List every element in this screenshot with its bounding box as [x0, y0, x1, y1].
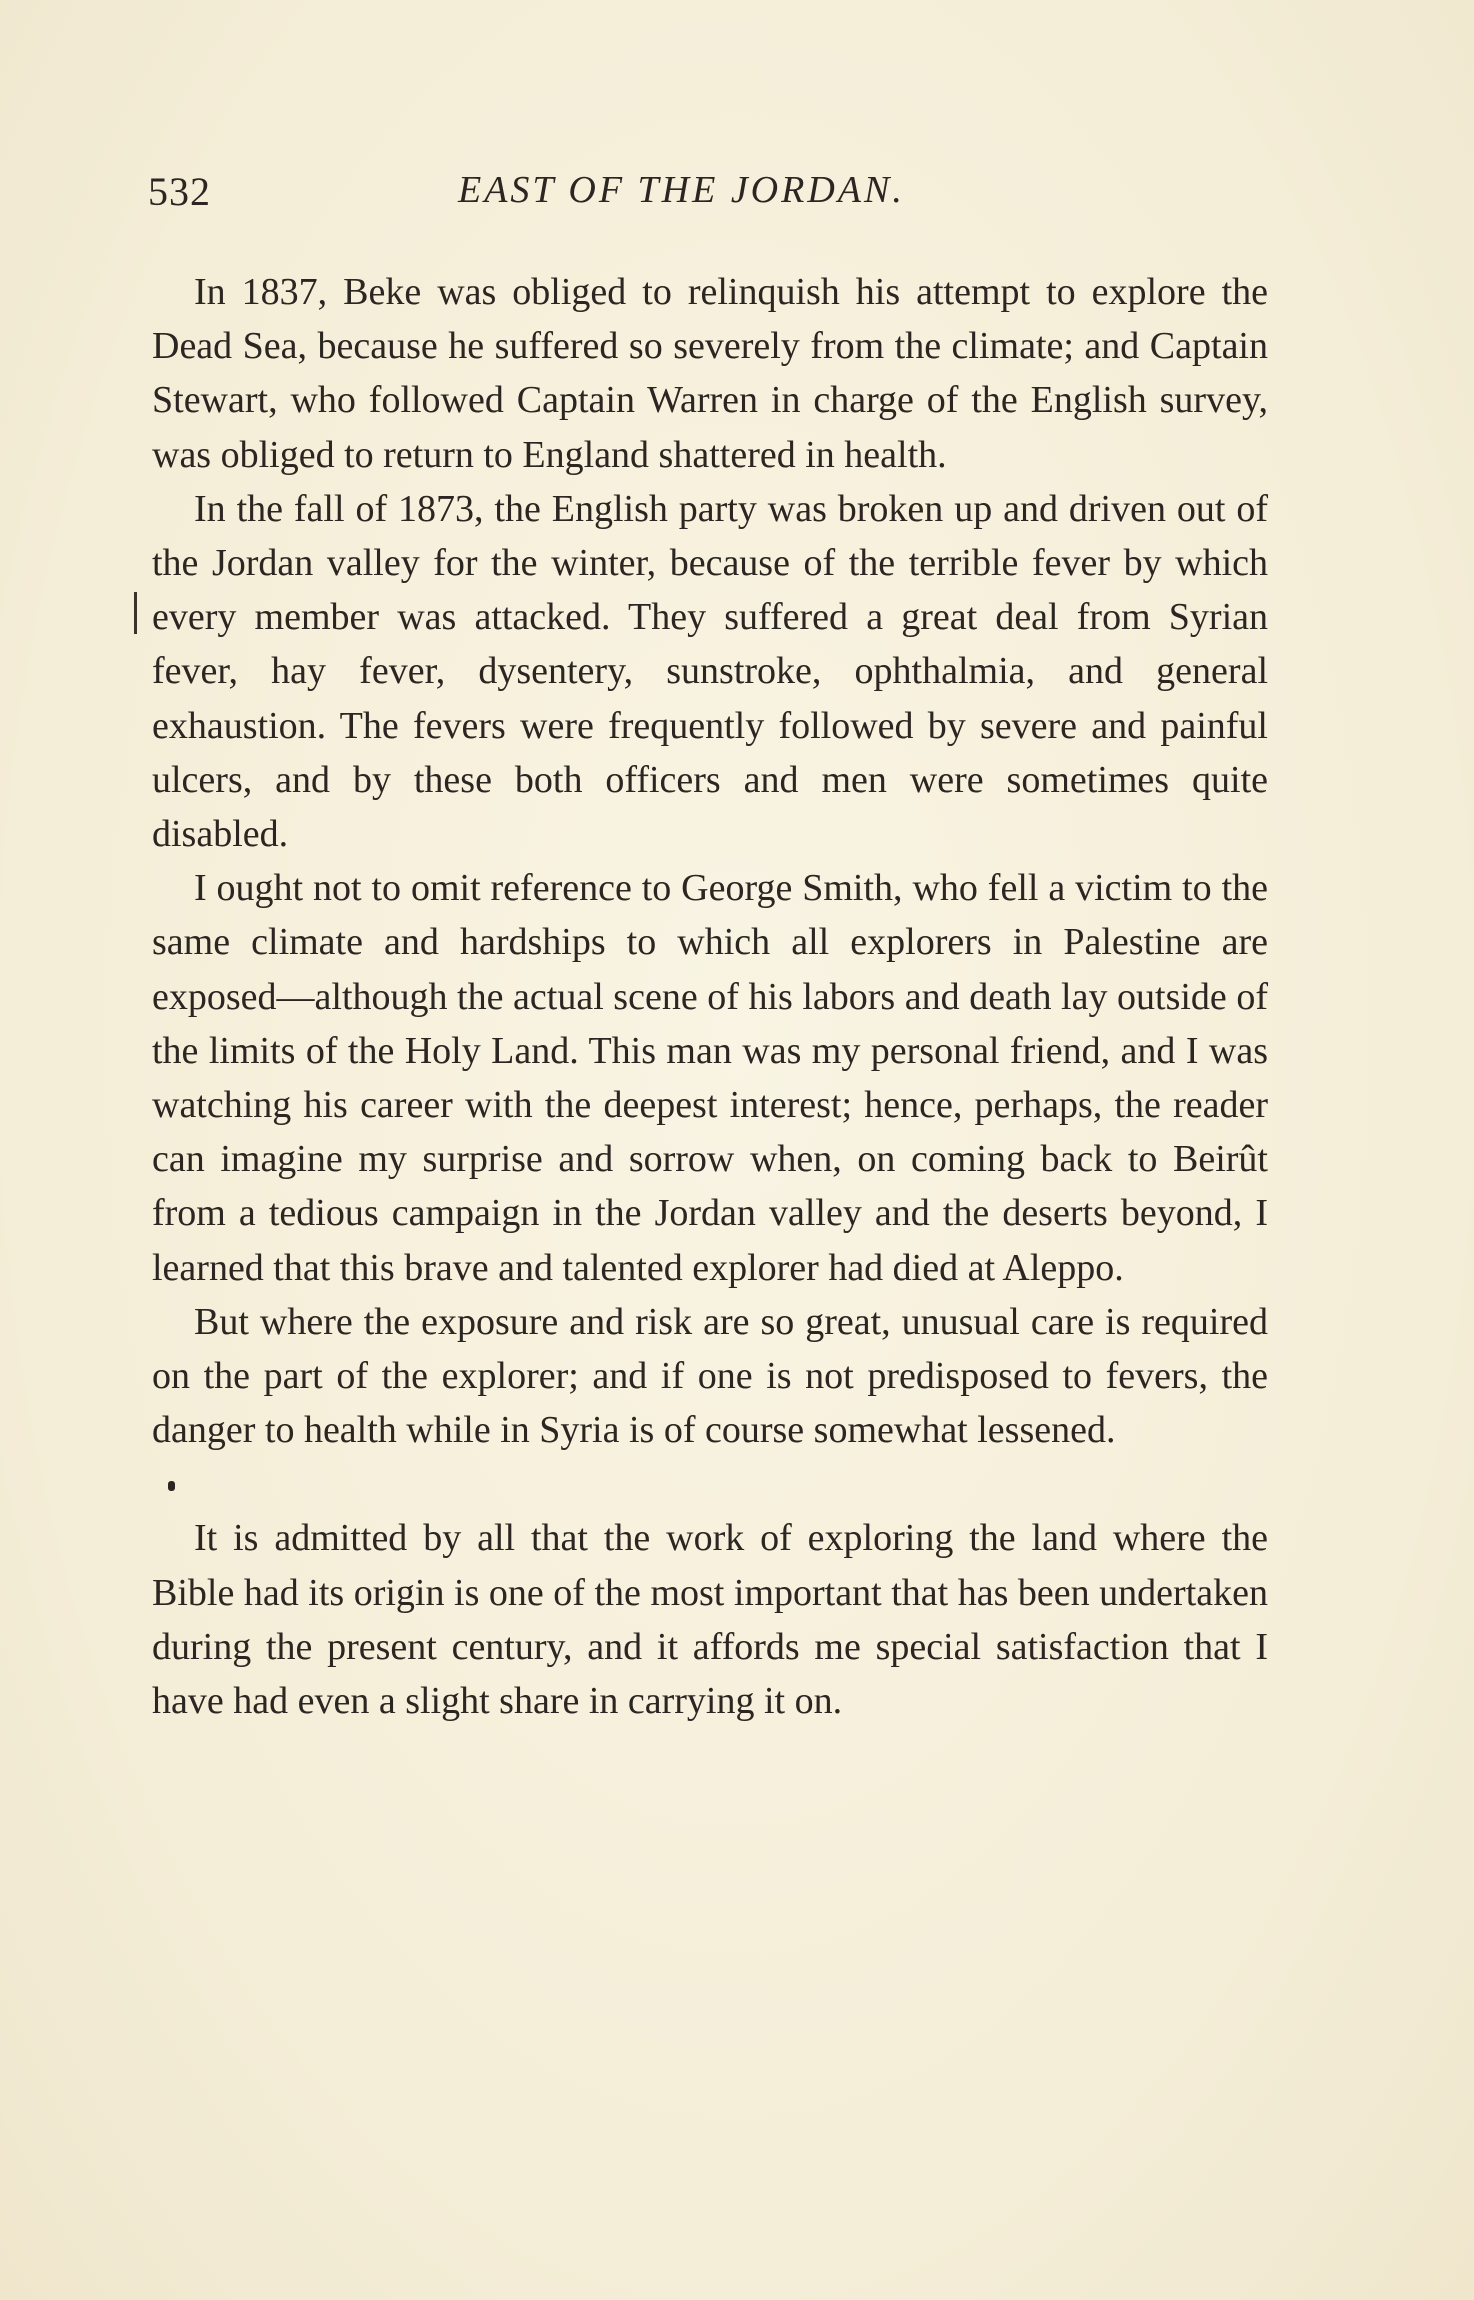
paragraph-george-smith: I ought not to omit reference to George Smith, who fell a victim to the same climate and hardships to which all explorers in Palestine are exposed—although the actual scene of his labors and death lay outside of the limits of the Holy Land. This man was my personal friend, and I was watching his career with the deepest interest; hence, perhaps, the reader can imagine my surprise and sorrow when, on coming back to Beirût from a tedious campaign in the Jordan valley and the deserts beyond, I learned that this brave and talented explorer had died at Aleppo. — [152, 867, 1268, 1289]
margin-mark — [134, 592, 137, 634]
page-number: 532 — [148, 169, 211, 214]
paragraph-beke: In 1837, Beke was obliged to relinquish his attempt to explore the Dead Sea, because he suffered so severely from the climate; and Captain Stewart, who followed Captain Warren in charge of the English survey, was obliged to return to England shattered in health. — [152, 271, 1268, 476]
paragraph-fall-1873: In the fall of 1873, the English party was broken up and driven out of the Jordan valley for the winter, because of the terrible fever by which every member was attacked. They suffered a great deal from Syrian fever, hay fever, dysentery, sunstroke, ophthalmia, and general exhaustion. The fevers were frequently followed by severe and painful ulcers, and by these both officers and men were sometimes quite disabled. — [152, 487, 1268, 856]
separator-dot — [168, 1481, 175, 1491]
running-title: EAST OF THE JORDAN. — [458, 169, 905, 211]
page-header — [148, 168, 1268, 228]
paragraph-exploring-land: It is admitted by all that the work of exploring the land where the Bible had its origin is one of the most important that has been undertaken during the present century, and it affords me special satisfaction that I have had even a slight share in carrying it on. — [152, 1517, 1268, 1723]
paragraph-exposure-risk: But where the exposure and risk are so great, unusual care is required on the part of the explorer; and if one is not predisposed to fevers, the danger to health while in Syria is of course somewhat lessened. — [152, 1300, 1268, 1452]
body-text — [152, 265, 1268, 1728]
section-separator — [152, 1457, 1268, 1511]
